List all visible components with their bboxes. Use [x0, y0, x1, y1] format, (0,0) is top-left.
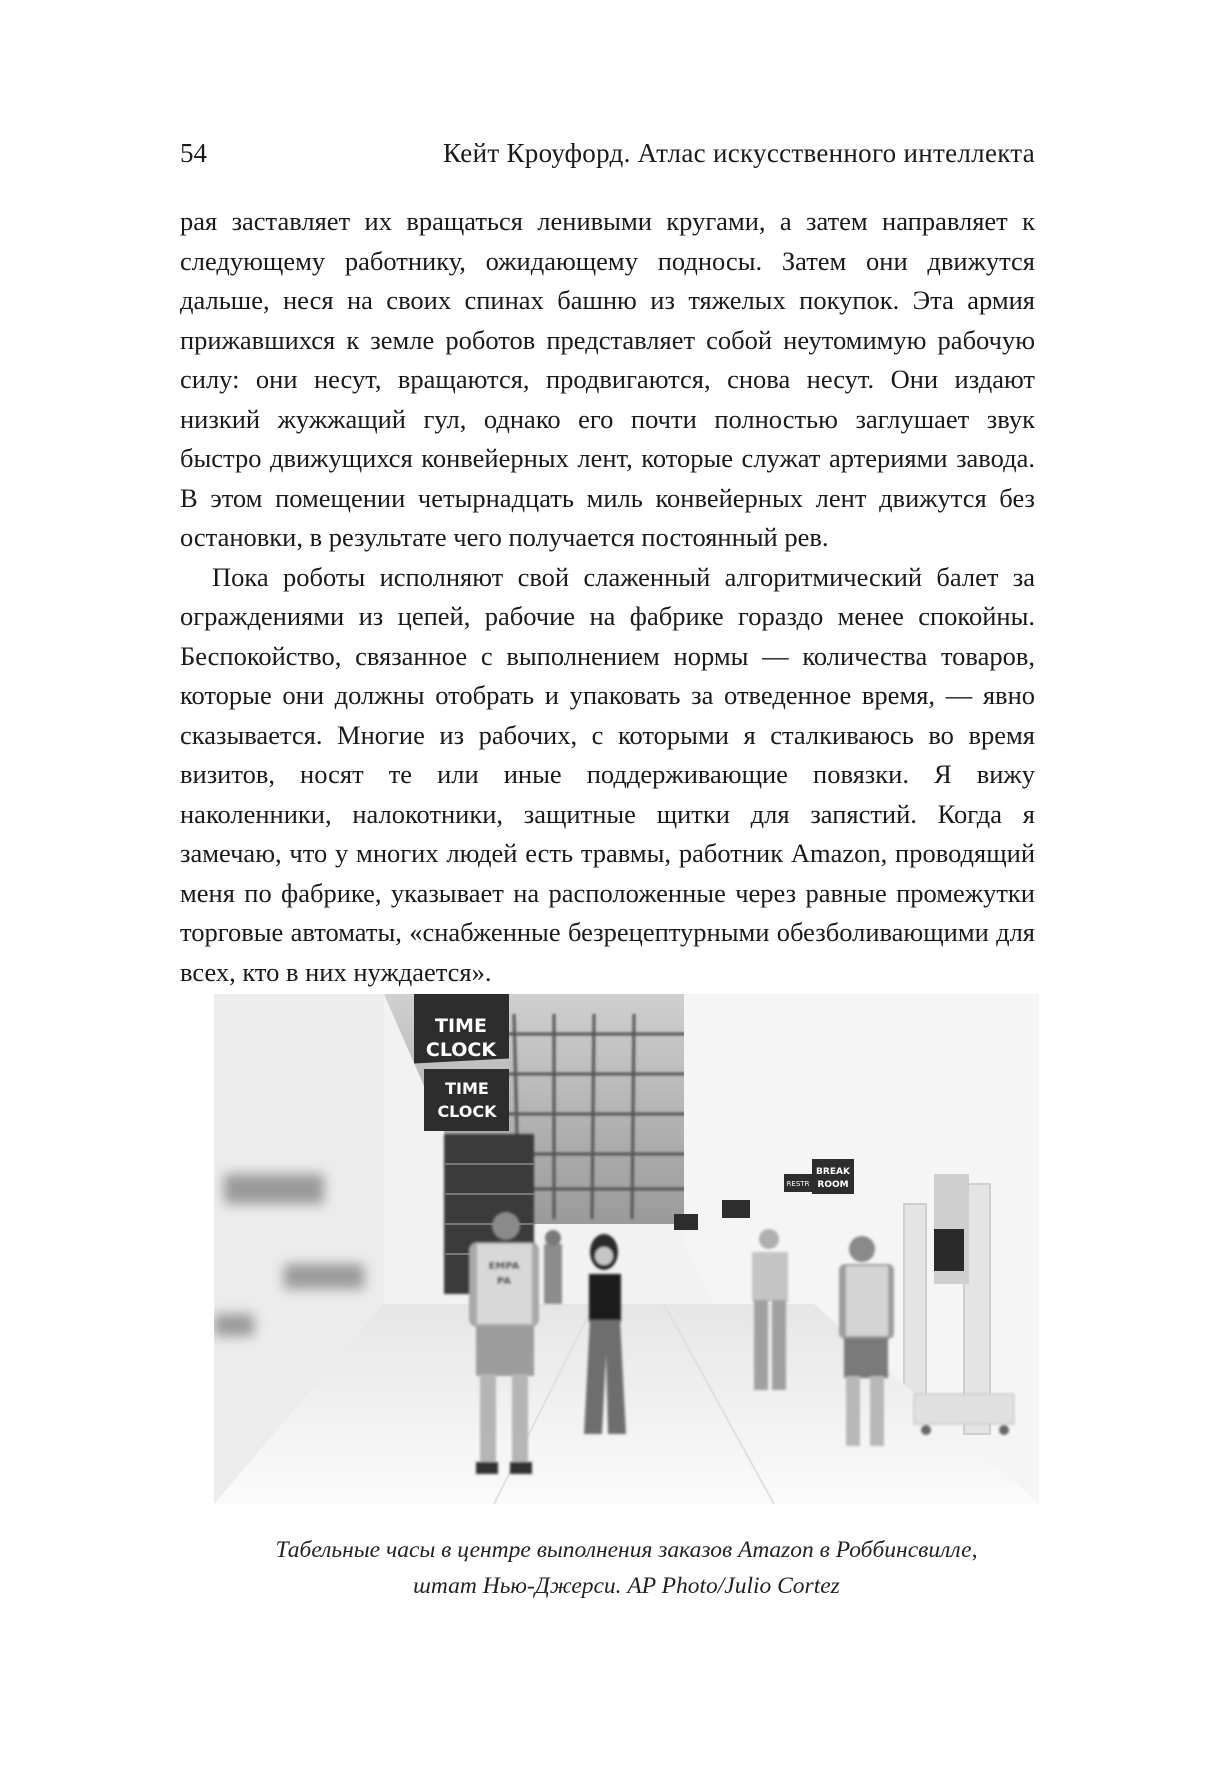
svg-text:ROOM: ROOM: [817, 1180, 849, 1190]
photo-warehouse-time-clock: [214, 994, 1039, 1504]
svg-text:PA: PA: [496, 1276, 512, 1287]
svg-text:EMPA: EMPA: [488, 1261, 520, 1272]
svg-text:CLOCK: CLOCK: [425, 1039, 497, 1061]
paragraph-continued: рая заставляет их вращаться ленивыми кругами, а затем направляет к следующему работнику, ожидающему подносы. Затем они движутся дальше, неся на своих спинах башню из тяжелых покупок. Эта армия прижавшихся к земле роботов представляет собой неутомимую рабочую силу: они несут, вращаются, продвигаются, снова несут. Они издают низкий жужжащий гул, однако его почти полностью заглушает звук быстро движущихся конвейерных лент, которые служат артериями завода. В этом помещении четырнадцать миль конвейерных лент движутся без остановки, в результате чего получается постоянный рев.: [180, 206, 1035, 552]
svg-text:CLOCK: CLOCK: [437, 1102, 497, 1121]
svg-text:TIME: TIME: [435, 1015, 487, 1037]
paragraph: Пока роботы исполняют свой слаженный алгоритмический балет за ограждениями из цепей, рабочие на фабрике гораздо менее спокойны. Беспокойство, связанное с выполнением нормы — количества товаров, которые они должны отобрать и упаковать за отведенное время, — явно сказывается. Многие из рабочих, с которыми я сталкиваюсь во время визитов, носят те или иные поддерживающие повязки. Я вижу наколенники, налокотники, защитные щитки для запястий. Когда я замечаю, что у многих людей есть травмы, работник Amazon, проводящий меня по фабрике, указывает на расположенные через равные промежутки торговые автоматы, «снабженные безрецептурными обезболивающими для всех, кто в них нуждается».: [180, 561, 1035, 987]
figure-caption: [214, 1532, 1039, 1604]
running-title: Кейт Кроуфорд. Атлас искусственного интеллекта: [443, 138, 1035, 168]
caption-line-2: штат Нью-Джерси. AP Photo/Julio Cortez: [413, 1573, 840, 1599]
svg-text:RESTR: RESTR: [786, 1180, 810, 1188]
svg-text:BREAK: BREAK: [816, 1167, 850, 1177]
page-number: 54: [180, 138, 207, 168]
caption-line-1: Табельные часы в центре выполнения заказов Amazon в Роббинсвилле,: [275, 1537, 978, 1563]
body-text: [180, 202, 1035, 992]
photo-illustration: [214, 994, 1039, 1504]
svg-text:TIME: TIME: [445, 1079, 489, 1098]
page-header: [180, 138, 1035, 178]
